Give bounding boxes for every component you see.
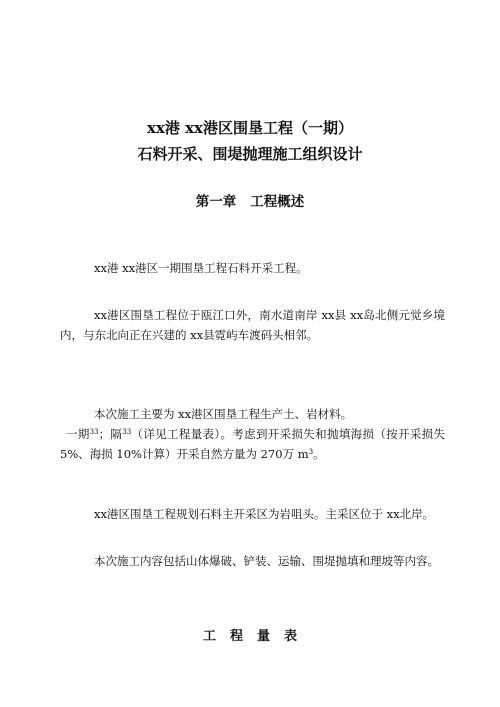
chapter-number: 第一章: [195, 194, 237, 210]
paragraph-quarry-area: xx港区围垦工程规划石料主开采区为岩咀头。主采区位于 xx北岸。: [94, 507, 435, 521]
document-title-line2: 石料开采、围堤抛理施工组织设计: [137, 145, 363, 163]
chapter-heading: [0, 193, 500, 211]
paragraph-materials: [60, 404, 445, 464]
quantity-table-title: 工程量表: [202, 629, 311, 644]
chapter-name: 工程概述: [250, 194, 305, 210]
paragraph-project-name: xx港 xx港区一期围垦工程石料开采工程。: [94, 261, 308, 275]
paragraph-location: xx港区围垦工程位于瓯江口外，南水道南岸 xx县 xx岛北侧元觉乡境内，与东北向正在兴建的 xx县霓屿车渡码头相邻。: [60, 308, 445, 342]
paragraph-scope: 本次施工内容包括山体爆破、铲装、运输、围堤抛填和理坡等内容。: [94, 554, 439, 568]
materials-line: 本次施工主要为 xx港区围垦工程生产土、岩材料。: [94, 407, 353, 421]
quantities-line: 一期$^{33}$；隔$^{33}$（详见工程量表）。考虑到开采损失和抛填海损（按开采损失 5%、海损 10%计算）开采自然方量为 270万 $m^3$。: [60, 427, 445, 461]
document-title-line1: xx港 xx港区围垦工程（一期）: [147, 119, 353, 137]
